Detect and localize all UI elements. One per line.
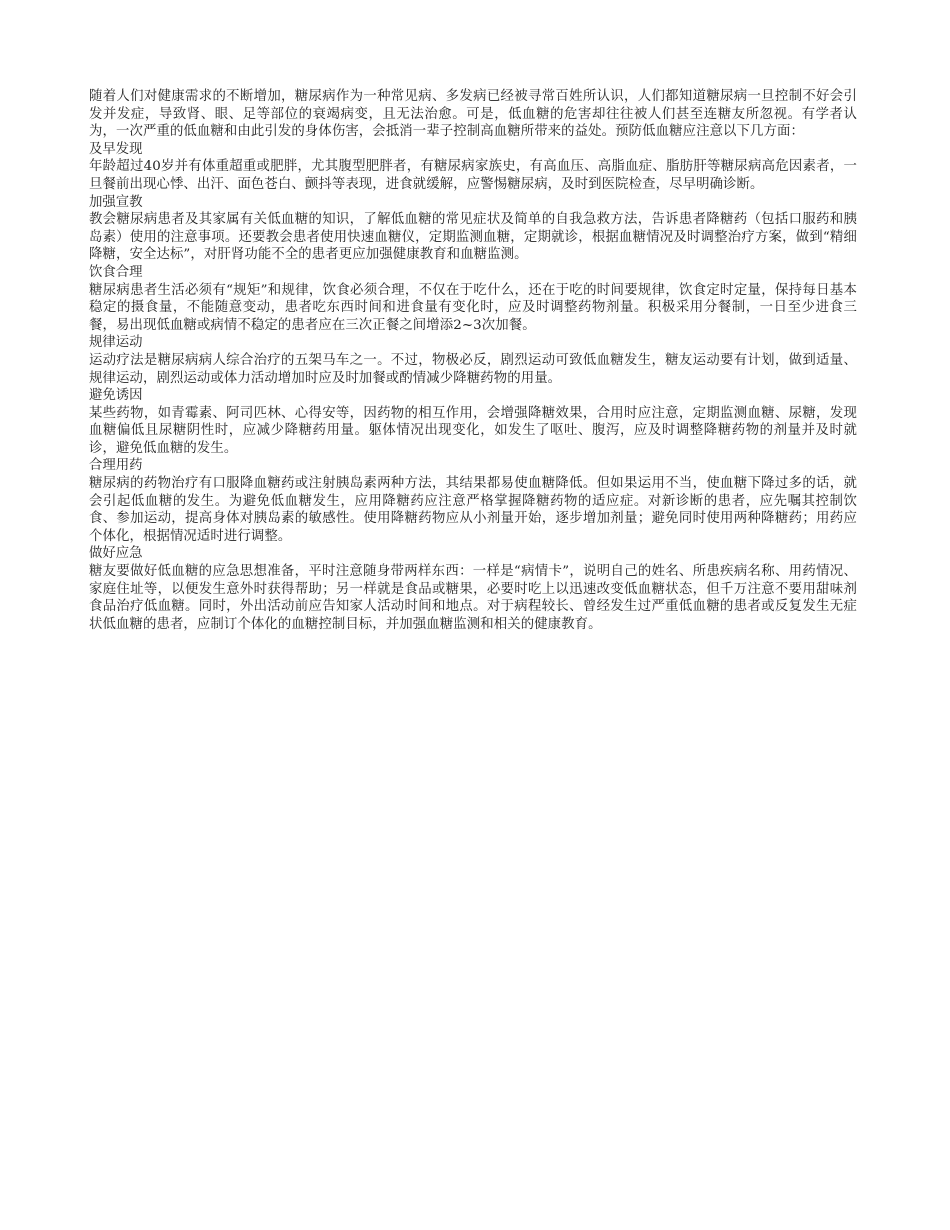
section-body-education: 教会糖尿病患者及其家属有关低血糖的知识，了解低血糖的常见症状及简单的自我急救方法，告诉患者降糖药（包括口服药和胰岛素）使用的注意事项。还要教会患者使用快速血糖仪，定期监测血糖，定期就诊，根据血糖情况及时调整治疗方案，做到“精细降糖，安全达标”，对肝肾功能不全的患者更应加强健康教育和血糖监测。: [89, 212, 857, 263]
section-heading-diet: 饮食合理: [89, 264, 143, 280]
section-heading-emergency: 做好应急: [89, 546, 143, 562]
document-page: [89, 88, 857, 633]
section-body-emergency: 糖友要做好低血糖的应急思想准备，平时注意随身带两样东西：一样是“病情卡”，说明自己的姓名、所患疾病名称、用药情况、家庭住址等，以便发生意外时获得帮助；另一样就是食品或糖果，必要时吃上以迅速改变低血糖状态，但千万注意不要用甜味剂食品治疗低血糖。同时，外出活动前应告知家人活动时间和地点。对于病程较长、曾经发生过严重低血糖的患者或反复发生无症状低血糖的患者，应制订个体化的血糖控制目标，并加强血糖监测和相关的健康教育。: [89, 564, 857, 632]
section-heading-exercise: 规律运动: [89, 335, 143, 351]
section-heading-education: 加强宣教: [89, 194, 143, 210]
section-body-diet: 糖尿病患者生活必须有“规矩”和规律，饮食必须合理，不仅在于吃什么，还在于吃的时间要规律，饮食定时定量，保持每日基本稳定的摄食量，不能随意变动，患者吃东西时间和进食量有变化时，应及时调整药物剂量。积极采用分餐制，一日至少进食三餐，易出现低血糖或病情不稳定的患者应在三次正餐之间增添2~3次加餐。: [89, 282, 857, 333]
section-body-exercise: 运动疗法是糖尿病病人综合治疗的五架马车之一。不过，物极必反，剧烈运动可致低血糖发生，糖友运动要有计划，做到适量、规律运动，剧烈运动或体力活动增加时应及时加餐或酌情减少降糖药物的用量。: [89, 352, 857, 386]
section-heading-early-detection: 及早发现: [89, 141, 143, 157]
section-heading-medication: 合理用药: [89, 458, 143, 474]
section-body-avoid-triggers: 某些药物，如青霉素、阿司匹林、心得安等，因药物的相互作用，会增强降糖效果，合用时应注意，定期监测血糖、尿糖，发现血糖偏低且尿糖阴性时，应减少降糖药用量。躯体情况出现变化，如发生了呕吐、腹泻，应及时调整降糖药物的剂量并及时就诊，避免低血糖的发生。: [89, 405, 857, 456]
section-heading-avoid-triggers: 避免诱因: [89, 388, 143, 404]
intro-paragraph: 随着人们对健康需求的不断增加，糖尿病作为一种常见病、多发病已经被寻常百姓所认识，人们都知道糖尿病一旦控制不好会引发并发症，导致肾、眼、足等部位的衰竭病变，且无法治愈。可是，低血糖的危害却往往被人们甚至连糖友所忽视。有学者认为，一次严重的低血糖和由此引发的身体伤害，会抵消一辈子控制高血糖所带来的益处。预防低血糖应注意以下几方面：: [89, 89, 857, 140]
section-body-medication: 糖尿病的药物治疗有口服降血糖药或注射胰岛素两种方法，其结果都易使血糖降低。但如果运用不当，使血糖下降过多的话，就会引起低血糖的发生。为避免低血糖发生，应用降糖药应注意严格掌握降糖药物的适应症。对新诊断的患者，应先嘱其控制饮食、参加运动，提高身体对胰岛素的敏感性。使用降糖药物应从小剂量开始，逐步增加剂量；避免同时使用两种降糖药；用药应个体化，根据情况适时进行调整。: [89, 476, 857, 544]
section-body-early-detection: 年龄超过40岁并有体重超重或肥胖，尤其腹型肥胖者，有糖尿病家族史，有高血压、高脂血症、脂肪肝等糖尿病高危因素者，一旦餐前出现心悸、出汗、面色苍白、颤抖等表现，进食就缓解，应警惕糖尿病，及时到医院检查，尽早明确诊断。: [89, 159, 857, 192]
